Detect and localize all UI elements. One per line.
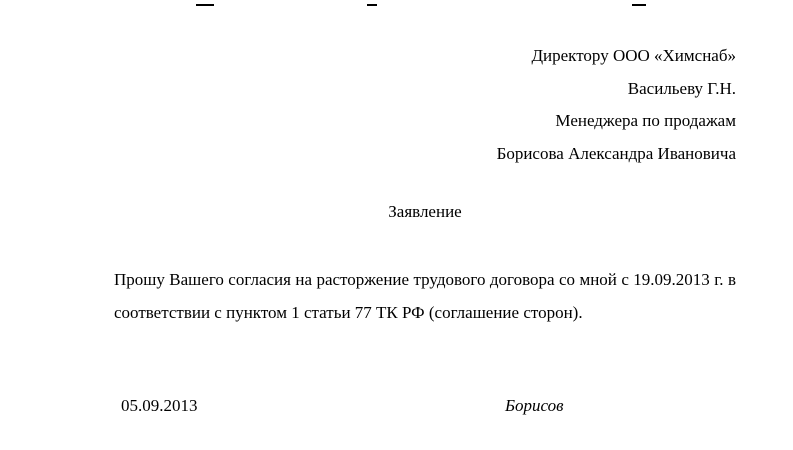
document-body: Прошу Вашего согласия на расторжение трудового договора со мной с 19.09.2013 г. в соответствии с пунктом 1 статьи 77 ТК РФ (соглашение сторон). — [114, 270, 736, 322]
cropped-heading-fragment — [150, 0, 650, 6]
addressee-block — [497, 40, 736, 170]
document-title: Заявление — [388, 202, 462, 221]
addressee-director-line: Директору ООО «Химснаб» — [531, 46, 736, 65]
cropped-heading-stroke — [367, 4, 377, 6]
addressee-director-name: Васильеву Г.Н. — [627, 78, 736, 98]
cropped-heading-stroke — [196, 4, 214, 6]
document-date: 05.09.2013 — [121, 396, 198, 415]
addressee-sender-position: Менеджера по продажам — [555, 111, 736, 130]
cropped-heading-stroke — [632, 4, 646, 6]
signature: Борисов — [505, 396, 564, 415]
addressee-sender-name: Борисова Александра Ивановича — [496, 143, 736, 163]
